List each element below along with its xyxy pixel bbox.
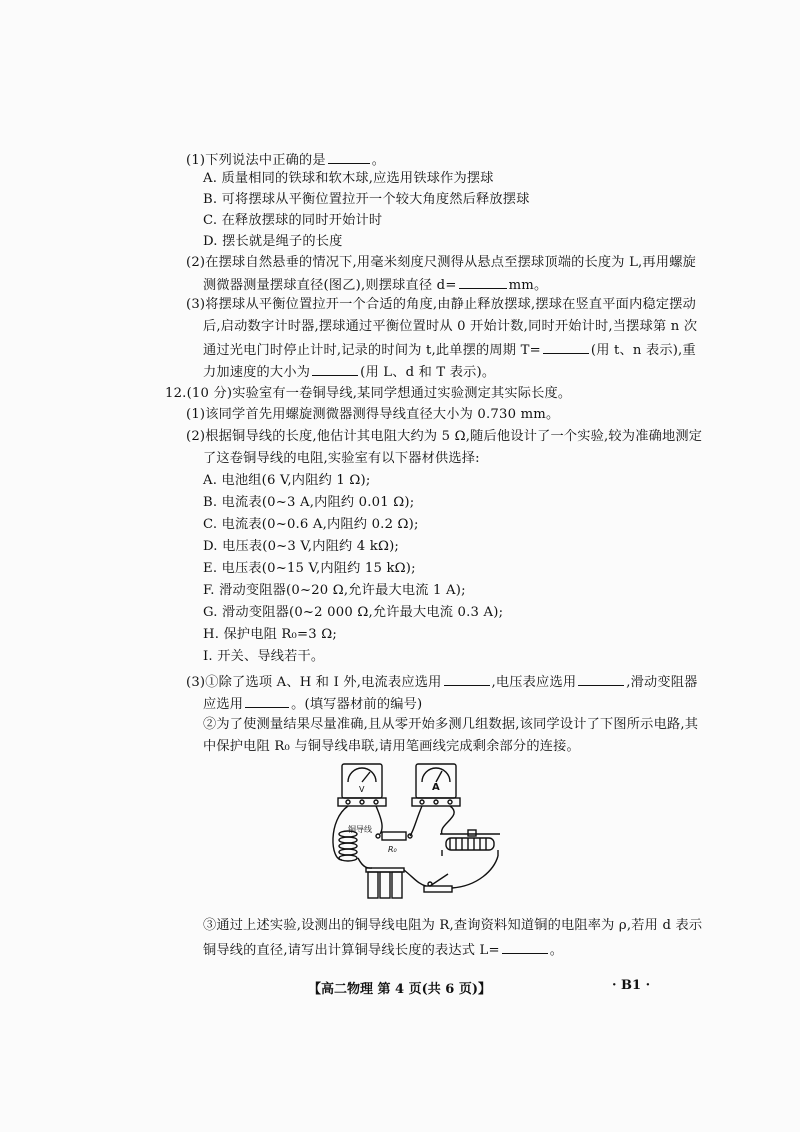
q11-part2-line1: (2)在摆球自然悬垂的情况下,用毫米刻度尺测得从悬点至摆球顶端的长度为 L,再用螺旋 (186, 255, 696, 270)
voltmeter (338, 764, 386, 806)
q12-part1: (1)该同学首先用螺旋测微器测得导线直径大小为 0.730 mm。 (186, 407, 560, 422)
q12-part3-2-line2: 中保护电阻 R₀ 与铜导线串联,请用笔画线完成剩余部分的连接。 (203, 739, 580, 754)
q12-part3-3-line2: 铜导线的直径,请写出计算铜导线长度的表达式 L= 。 (203, 940, 563, 960)
q11-part2-line2: 测微器测量摆球直径(图乙),则摆球直径 d= mm。 (203, 275, 547, 295)
q11-part3-line2: 后,启动数字计时器,摆球通过平衡位置时从 0 开始计数,同时开始计时,当摆球第 n 次 (203, 319, 698, 334)
q12-part3-line2: 应选用 。(填写器材前的编号) (203, 694, 422, 714)
equipment-f: F. 滑动变阻器(0~20 Ω,允许最大电流 1 A); (203, 583, 466, 598)
equipment-d: D. 电压表(0~3 V,内阻约 4 kΩ); (203, 539, 400, 554)
rheostat (440, 830, 500, 856)
equipment-c: C. 电流表(0~0.6 A,内阻约 0.2 Ω); (203, 517, 419, 532)
q12-part3-line1: (3)①除了选项 A、H 和 I 外,电流表应选用 ,电压表应选用 ,滑动变阻器 (186, 672, 698, 692)
q12-part2-line2: 了这卷铜导线的电阻,实验室有以下器材供选择: (203, 451, 480, 466)
answer-blank (578, 672, 624, 686)
q11-part3-line4: 力加速度的大小为 (用 L、d 和 T 表示)。 (203, 362, 495, 382)
equipment-b: B. 电流表(0~3 A,内阻约 0.01 Ω); (203, 495, 415, 510)
option-a: A. 质量相同的铁球和软木球,应选用铁球作为摆球 (203, 171, 494, 186)
equipment-a: A. 电池组(6 V,内阻约 1 Ω); (203, 473, 371, 488)
option-b: B. 可将摆球从平衡位置拉开一个较大角度然后释放摆球 (203, 192, 530, 207)
r0-label: R₀ (388, 845, 397, 854)
answer-blank (312, 362, 358, 376)
wire-label: 铜导线 (348, 825, 372, 834)
option-c: C. 在释放摆球的同时开始计时 (203, 213, 383, 228)
option-d: D. 摆长就是绳子的长度 (203, 234, 343, 249)
protective-resistor (376, 832, 412, 840)
q12-part3-3-line1: ③通过上述实验,设测出的铜导线电阻为 R,查询资料知道铜的电阻率为 ρ,若用 d 表示 (203, 918, 703, 933)
switch (424, 874, 452, 892)
answer-blank (245, 694, 289, 708)
voltmeter-symbol: V (359, 785, 365, 794)
q11-part3-line1: (3)将摆球从平衡位置拉开一个合适的角度,由静止释放摆球,摆球在竖直平面内稳定摆动 (186, 297, 697, 312)
answer-blank (543, 340, 589, 354)
ammeter-symbol: A (432, 782, 440, 793)
q11-part1-stem: (1)下列说法中正确的是 。 (186, 150, 385, 170)
answer-blank (502, 940, 548, 954)
answer-blank (444, 672, 490, 686)
page-code: · B1 · (612, 978, 651, 993)
circuit-diagram (318, 760, 528, 910)
copper-wire-coil (339, 831, 357, 861)
q12-part2-line1: (2)根据铜导线的长度,他估计其电阻大约为 5 Ω,随后他设计了一个实验,较为准确地测定 (186, 429, 703, 444)
battery-pack (366, 868, 404, 898)
equipment-e: E. 电压表(0~15 V,内阻约 15 kΩ); (203, 561, 416, 576)
q12-title: 12.(10 分)实验室有一卷铜导线,某同学想通过实验测定其实际长度。 (165, 386, 572, 401)
equipment-i: I. 开关、导线若干。 (203, 649, 325, 664)
equipment-h: H. 保护电阻 R₀=3 Ω; (203, 627, 338, 642)
ammeter (412, 764, 460, 806)
page-footer: 【高二物理 第 4 页(共 6 页)】 (308, 982, 492, 997)
answer-blank (328, 150, 370, 164)
q11-part3-line3: 通过光电门时停止计时,记录的时间为 t,此单摆的周期 T= (用 t、n 表示),重 (203, 340, 696, 360)
equipment-g: G. 滑动变阻器(0~2 000 Ω,允许最大电流 0.3 A); (203, 605, 504, 620)
q12-part3-2-line1: ②为了使测量结果尽量准确,且从零开始多测几组数据,该同学设计了下图所示电路,其 (203, 717, 699, 732)
answer-blank (459, 275, 507, 289)
